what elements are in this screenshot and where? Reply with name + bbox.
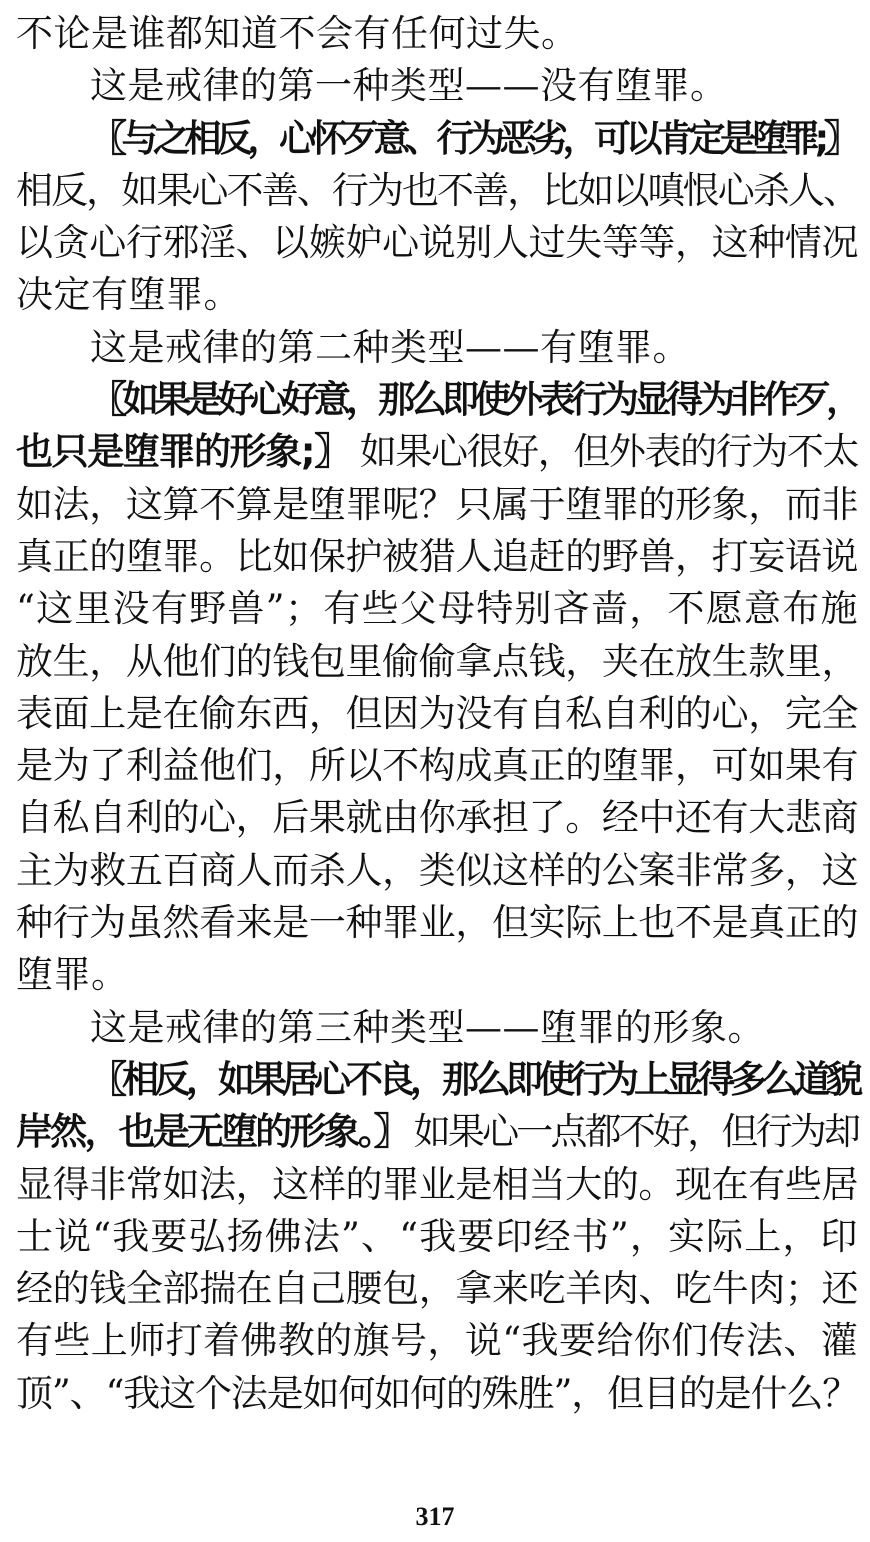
text-line: 不论是谁都知道不会有任何过失。 [16,12,579,55]
text-fragment: 如果心很好，但外表的行为不太 [359,430,859,474]
text-line: 是为了利益他们，所以不构成真正的堕罪，可如果有 [16,744,858,788]
text-line: 表面上是在偷东西，但因为没有自私自利的心，完全 [16,691,858,735]
mixed-line [16,1106,858,1158]
text-fragment: 如果心一点都不好，但行为却 [413,1110,858,1154]
quote-fragment: 也只是堕罪的形象;〗 [16,430,350,474]
text-line: “这里没有野兽”；有些父母特别吝啬，不愿意布施 [16,587,858,631]
heading-line: 这是戒律的第三种类型——堕罪的形象。 [90,1005,765,1049]
page-body [16,8,858,1420]
text-line: 真正的堕罪。比如保护被猎人追赶的野兽，打妄语说 [16,534,858,578]
heading-line: 这是戒律的第一种类型——没有堕罪。 [90,64,728,108]
text-line: 以贪心行邪淫、以嫉妒心说别人过失等等，这种情况 [16,221,858,265]
text-line: 决定有堕罪。 [16,273,241,317]
quote-line: 〖相反，如果居心不良，那么即使行为上显得多么道貌 [90,1057,858,1101]
heading-line: 这是戒律的第二种类型——有堕罪。 [90,325,690,369]
text-line: 经的钱全部揣在自己腰包，拿来吃羊肉、吃牛肉；还 [16,1267,858,1311]
quote-line: 〖与之相反，心怀歹意、行为恶劣，可以肯定是堕罪;〗 [90,116,856,160]
page-number: 317 [415,1502,455,1531]
text-line: 放生，从他们的钱包里偷偷拿点钱，夹在放生款里， [16,639,858,683]
text-line: 显得非常如法，这样的罪业是相当大的。现在有些居 [16,1162,858,1206]
text-line: 如法，这算不算是堕罪呢？只属于堕罪的形象，而非 [16,482,858,526]
quote-fragment: 岸然，也是无堕的形象。〗 [16,1110,408,1154]
text-line: 种行为虽然看来是一种罪业，但实际上也不是真正的 [16,901,858,945]
text-line: 堕罪。 [16,953,129,997]
quote-line: 〖如果是好心好意，那么即使外表行为显得为非作歹， [90,378,858,422]
text-line: 主为救五百商人而杀人，类似这样的公案非常多，这 [16,848,858,892]
mixed-line [16,426,858,478]
text-line: 有些上师打着佛教的旗号，说“我要给你们传法、灌 [16,1319,858,1363]
text-line: 顶”、“我这个法是如何如何的殊胜”，但目的是什么？ [16,1371,858,1415]
text-line: 自私自利的心，后果就由你承担了。经中还有大悲商 [16,796,858,840]
text-line: 相反，如果心不善、行为也不善，比如以嗔恨心杀人、 [16,168,858,212]
text-line: 士说“我要弘扬佛法”、“我要印经书”，实际上，印 [16,1214,858,1258]
